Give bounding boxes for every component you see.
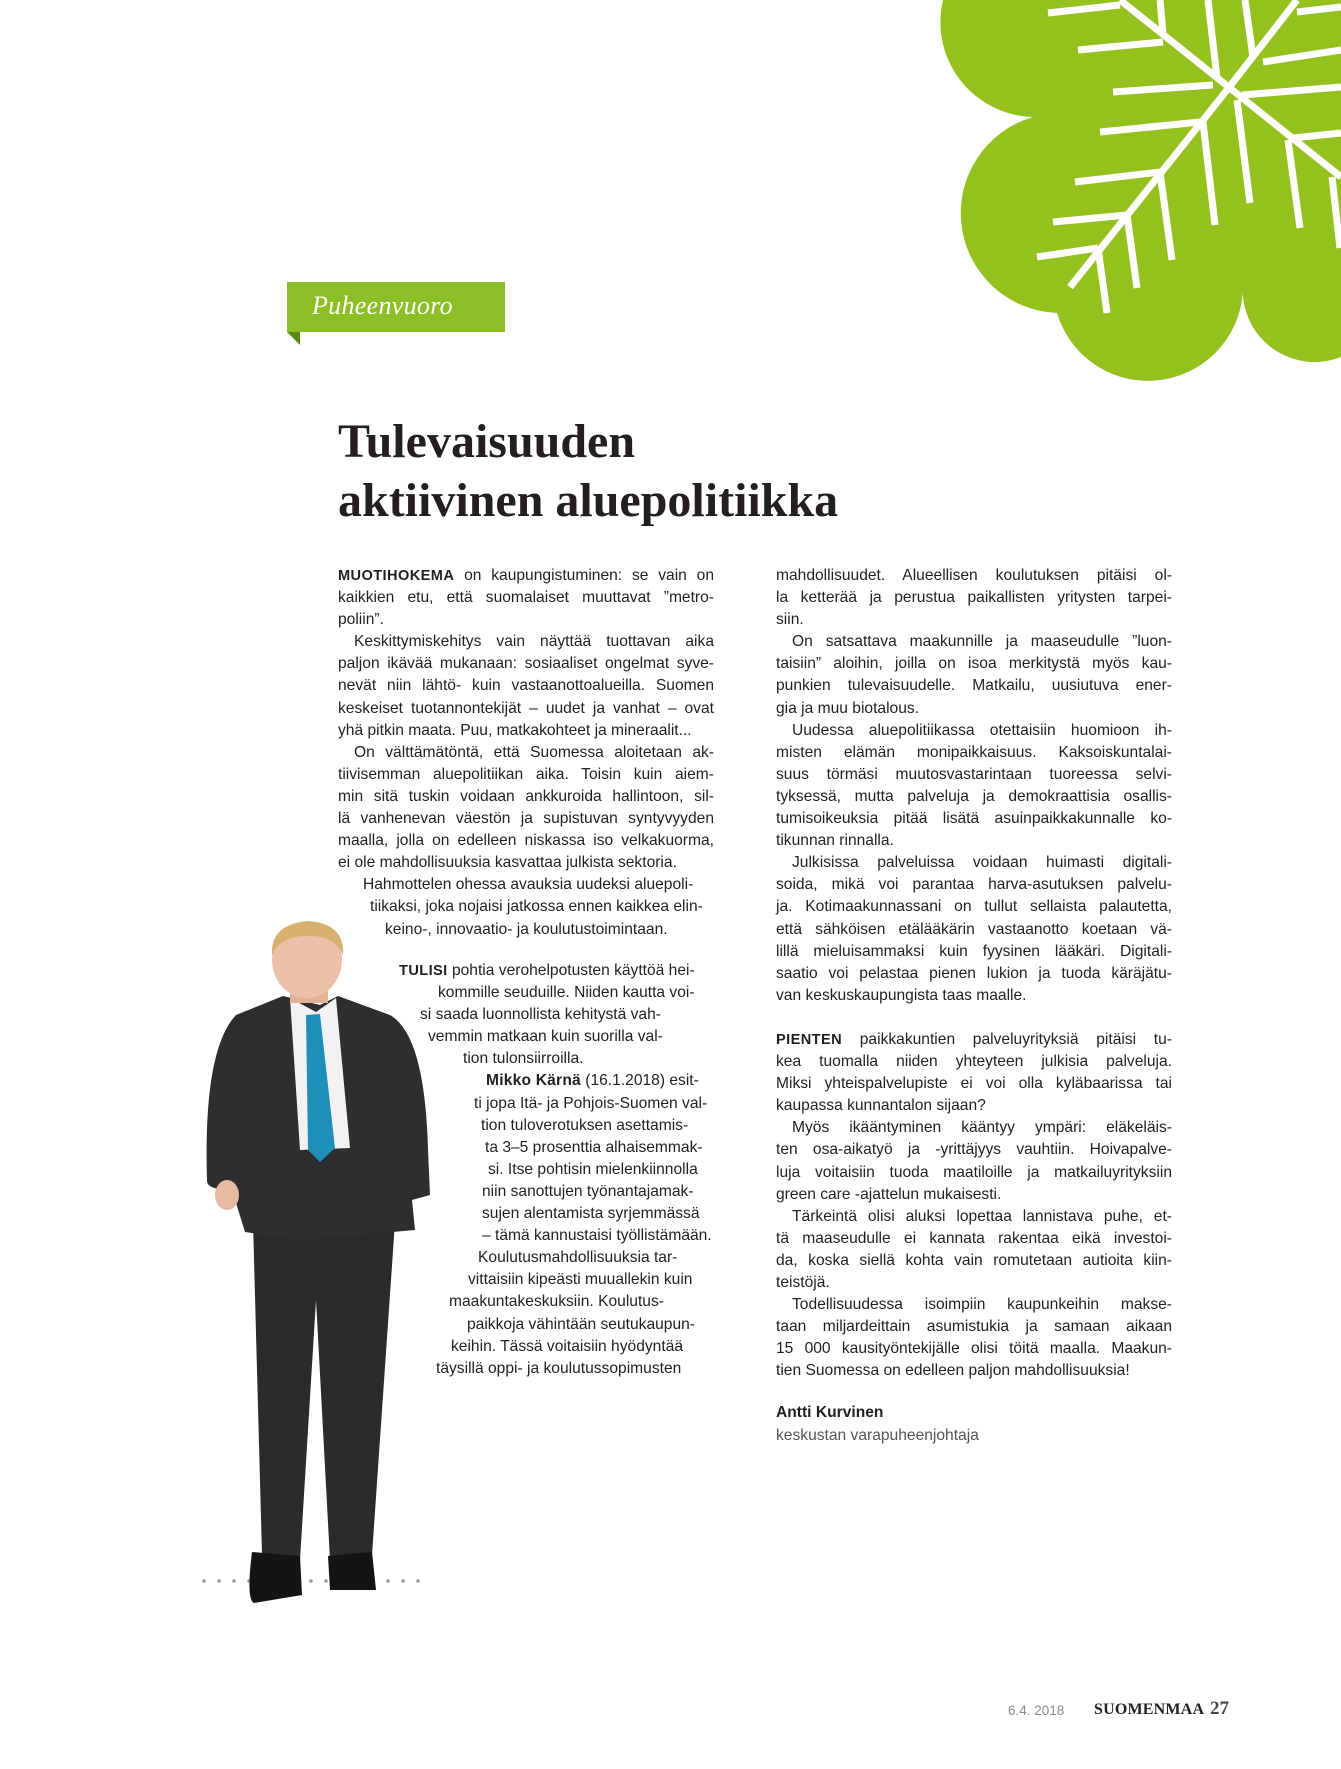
text-line: la ketterää ja perustua paikallisten yritysten tarpei-	[776, 589, 1172, 607]
text-line: maakuntakeskuksiin. Koulutus-	[449, 1293, 664, 1311]
text-line: soida, mikä voi parantaa harva-asutuksen palvelu-	[776, 876, 1172, 894]
text-line: min sitä tuskin voidaan ankkuroida hallintoon, sil-	[338, 787, 714, 805]
text-line: Koulutusmahdollisuuksia tar-	[478, 1249, 678, 1267]
text-line: kaupassa kunnantalon sijaan?	[776, 1097, 986, 1115]
text-line: nevät niin lähtö- kuin vastaanottoalueilla. Suomen	[338, 677, 714, 695]
section-tag-label: Puheenvuoro	[312, 291, 453, 320]
text-line: Uudessa aluepolitiikassa otettaisiin huomioon ih-	[792, 721, 1172, 739]
text-line: Hahmottelen ohessa avauksia uudeksi aluepoli-	[363, 876, 694, 894]
article-title-line-2: aktiivinen aluepolitiikka	[338, 474, 839, 527]
text-line: MUOTIHOKEMA on kaupungistuminen: se vain on	[338, 567, 714, 584]
text-line: tumisoikeuksia pitää lisätä asuinpaikkakunnalle ko-	[776, 810, 1172, 828]
text-line: vemmin matkaan kuin suorilla val-	[428, 1028, 663, 1046]
text-line: ta 3–5 prosenttia alhaisemmak-	[485, 1138, 703, 1156]
text-line: Todellisuudessa isoimpiin kaupunkeihin makse-	[792, 1296, 1172, 1314]
lead-word: MUOTIHOKEMA	[338, 568, 455, 584]
footer-publication: SUOMENMAA	[1094, 1701, 1205, 1718]
text-line: Miksi yhteispalvelupiste ei voi olla kyläbaarissa tai	[776, 1075, 1172, 1093]
text-line: tyksessä, mutta palveluja ja demokraattisia osallis-	[776, 787, 1172, 805]
text-line: On välttämätöntä, että Suomessa aloitetaan ak-	[354, 743, 714, 761]
text-line: siin.	[776, 611, 804, 629]
paragraph	[338, 1070, 738, 1247]
text-line: täysillä oppi- ja koulutussopimusten	[436, 1359, 682, 1377]
text-line: paikkoja vähintään seutukaupun-	[467, 1315, 696, 1333]
lead-word: PIENTEN	[776, 1032, 843, 1048]
text-line: niin sanottujen työnantajamak-	[482, 1182, 694, 1200]
footer-date: 6.4. 2018	[1008, 1703, 1065, 1718]
text-line: suus törmäsi muutosvastarintaan tuoreessa selvi-	[776, 765, 1172, 783]
article-title-line-1: Tulevaisuuden	[338, 415, 636, 468]
text-line: kommille seuduille. Niiden kautta voi-	[438, 984, 695, 1002]
paragraph	[776, 852, 1172, 1007]
text-line: kaikkien etu, että suomalaiset muuttavat ”metro-	[338, 589, 714, 607]
section-tag-fold-icon	[287, 332, 300, 345]
text-line: Keskittymiskehitys vain näyttää tuottavan aika	[354, 633, 714, 651]
paragraph	[338, 565, 714, 631]
column-1-top	[338, 565, 714, 941]
bold-name: Mikko Kärnä	[486, 1072, 581, 1090]
text-line: maalla, jolla on edelleen niskassa iso velkakuorma,	[338, 832, 714, 850]
text-line: da, koska siellä kohta vain romutetaan autioita kiin-	[776, 1251, 1172, 1269]
paragraph	[776, 565, 1172, 631]
text-line: tiikaksi, joka nojaisi jatkossa ennen kaikkea elin-	[370, 898, 703, 916]
text-line: si saada luonnollista kehitystä vah-	[420, 1006, 661, 1024]
text-line: keino-, innovaatio- ja koulutustoimintaan.	[385, 920, 668, 938]
text-line: taisiin” aloihin, joilla on isoa merkitystä myös kau-	[776, 655, 1172, 673]
text-line: TULISI pohtia verohelpotusten käyttöä hei-	[399, 962, 695, 979]
dotted-rule	[202, 1579, 420, 1583]
text-line: green care -ajattelun mukaisesti.	[776, 1185, 1002, 1203]
text-line: van keskuskaupungista taas maalle.	[776, 986, 1027, 1004]
text-line: teistöjä.	[776, 1274, 830, 1292]
page-number: 27	[1210, 1698, 1229, 1719]
column-2-bottom	[776, 1029, 1172, 1383]
text-line: ten osa-aikatyö ja -yrittäjyys vauhtiin. Hoivapalve-	[776, 1141, 1172, 1159]
text-line: si. Itse pohtisin mielenkiinnolla	[488, 1160, 698, 1178]
paragraph	[338, 1247, 738, 1380]
paragraph	[338, 960, 738, 1070]
text-line: tion tulonsiirroilla.	[463, 1050, 584, 1068]
paragraph	[338, 742, 714, 875]
text-line: keskeiset tuotannontekijät – uudet ja vanhat – ovat	[338, 699, 714, 717]
article-title	[338, 412, 838, 530]
paragraph	[776, 1117, 1172, 1205]
author-role: keskustan varapuheenjohtaja	[776, 1427, 979, 1444]
text-line: saatio voi pelastaa pienen lukion ja tuoda käräjätu-	[776, 964, 1172, 982]
text-line: Myös ikääntyminen kääntyy ympäri: eläkeläis-	[792, 1119, 1172, 1137]
text-line: taan miljardeittain asumistukia ja samaan aikaan	[776, 1318, 1172, 1336]
text-line: keihin. Tässä voitaisiin hyödyntää	[451, 1337, 684, 1355]
section-tag	[287, 282, 505, 332]
text-line: että sähköisen etälääkärin vastaanotto koetaan vä-	[776, 920, 1172, 938]
text-line: On satsattava maakunnille ja maaseudulle ”luon-	[792, 633, 1172, 651]
text-line: tiivisemman aluepolitiikan aika. Toisin kuin aiem-	[338, 765, 714, 783]
text-line: lillä mieluisammaksi kuin fyysinen lääkäri. Digitali-	[776, 942, 1172, 960]
column-1-bottom	[338, 960, 738, 1380]
text-line: 15 000 kausityöntekijälle olisi töitä maalla. Maakun-	[776, 1340, 1172, 1358]
text-line: vittaisiin kipeästi muuallekin kuin	[468, 1271, 693, 1289]
paragraph	[776, 1294, 1172, 1382]
paragraph	[776, 1206, 1172, 1294]
lead-word: TULISI	[399, 963, 448, 979]
text-line: tion tuloverotuksen asettamis-	[481, 1116, 689, 1134]
column-2-top	[776, 565, 1172, 1007]
paragraph	[776, 631, 1172, 719]
text-line: sujen alentamista syrjemmässä	[482, 1205, 700, 1223]
text-line: ja. Kotimaakunnassani on tullut sellaista palautetta,	[776, 898, 1172, 916]
text-line: Mikko Kärnä (16.1.2018) esit-	[486, 1072, 699, 1090]
text-line: kea tuomalla niiden yhteyteen julkisia palveluja.	[776, 1053, 1172, 1071]
paragraph	[776, 720, 1172, 853]
text-line: gia ja muu biotalous.	[776, 699, 920, 717]
text-line: tä maaseudulle ei kannata rakentaa eikä investoi-	[776, 1229, 1172, 1247]
text-line: tikunnan rinnalla.	[776, 832, 894, 850]
author-name: Antti Kurvinen	[776, 1404, 884, 1421]
text-line: ti jopa Itä- ja Pohjois-Suomen val-	[474, 1094, 708, 1112]
text-line: ei ole mahdollisuuksia kasvattaa julkista sektoria.	[338, 854, 677, 872]
text-line: mahdollisuudet. Alueellisen koulutuksen pitäisi ol-	[776, 567, 1172, 584]
paragraph	[338, 874, 714, 940]
text-line: Julkisissa palveluissa voidaan huimasti digitali-	[792, 854, 1172, 872]
text-line: misten elämän monipaikkaisuus. Kaksoiskuntalai-	[776, 743, 1172, 761]
text-line: punkien tulevaisuudelle. Matkailu, uusiutuva ener-	[776, 677, 1172, 695]
clover-leaf-graphic	[940, 0, 1341, 381]
text-line: Tärkeintä olisi aluksi lopettaa lannistava puhe, et-	[792, 1207, 1172, 1225]
text-line: PIENTEN paikkakuntien palveluyrityksiä pitäisi tu-	[776, 1031, 1172, 1048]
text-line: luja voitaisiin tuoda maatiloille ja matkailuyrityksiin	[776, 1163, 1172, 1181]
text-line: paljon ikävää mukanaan: sosiaaliset ongelmat syve-	[338, 655, 714, 673]
text-line: – tämä kannustaisi työllistämään.	[482, 1227, 712, 1245]
text-line: tien Suomessa on edelleen paljon mahdollisuuksia!	[776, 1362, 1130, 1380]
text-line: lä vanhenevan väestön ja supistuvan syntyvyyden	[338, 810, 714, 828]
paragraph	[338, 631, 714, 741]
text-line: yhä pitkin maata. Puu, matkakohteet ja mineraalit...	[338, 721, 692, 739]
text-line: poliin”.	[338, 611, 384, 629]
paragraph	[776, 1029, 1172, 1117]
